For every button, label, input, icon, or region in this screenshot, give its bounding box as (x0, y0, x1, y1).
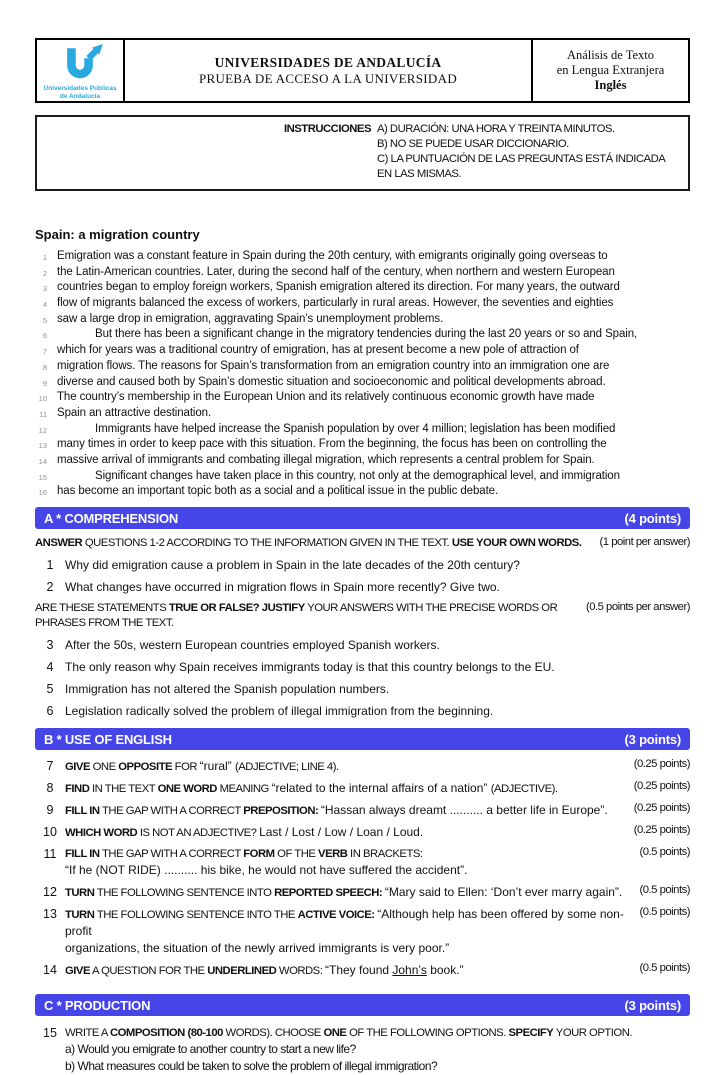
line-text: But there has been a significant change in the migratory tendencies during the last 20 years or so and Spain, (95, 328, 638, 341)
line-number: 7 (42, 347, 47, 357)
line-text: which for years was a traditional country of emigration, has at present become a new pole of attraction of (57, 344, 579, 357)
section-a-instruction-1 (35, 536, 690, 551)
instructions-box (35, 115, 690, 191)
section-a-points: (4 points) (624, 510, 681, 526)
line-text: massive arrival of immigrants and combating illegal migration, which represents a central problem for Spain. (57, 453, 595, 466)
instructions-items (377, 122, 680, 182)
question-text: Immigration has not altered the Spanish population numbers. (65, 682, 390, 696)
line-text: Immigrants have helped increase the Spanish population by over 4 million; legislation has been modified (95, 422, 616, 435)
question-row (35, 703, 690, 719)
question-number: 12 (43, 885, 57, 899)
points-label: (0.5 points) (639, 846, 690, 858)
line-text: Spain an attractive destination. (57, 406, 212, 419)
instruction-text: ARE THESE STATEMENTS TRUE OR FALSE? JUSTIFY YOUR ANSWERS WITH THE PRECISE WORDS OR PHRASES FROM THE TEXT. (35, 602, 558, 629)
reading-line (35, 280, 690, 296)
question-number: 8 (46, 781, 54, 795)
question-text: TURN THE FOLLOWING SENTENCE INTO REPORTED SPEECH: “Mary said to Ellen: ‘Don’t ever marry again”. (65, 885, 623, 899)
points-label: (1 point per answer) (599, 536, 690, 548)
section-c-points: (3 points) (624, 997, 681, 1013)
points-label: (0.5 points per answer) (585, 601, 690, 613)
line-number: 3 (42, 284, 47, 294)
reading-line (35, 406, 690, 422)
question-row (35, 906, 690, 957)
section-c-title: C * PRODUCTION (44, 997, 151, 1013)
line-number: 11 (39, 409, 47, 419)
reading-title: Spain: a migration country (35, 227, 200, 242)
reading-line (35, 437, 690, 453)
question-row (35, 824, 690, 841)
line-number: 8 (42, 362, 47, 372)
reading-line (35, 469, 690, 485)
line-text: diverse and caused both by Spain’s domestic situation and socioeconomic and political developments abroad. (57, 375, 606, 388)
points-label: (0.5 points) (639, 906, 690, 918)
reading-line (35, 265, 690, 281)
question-text: FIND IN THE TEXT ONE WORD MEANING “related to the internal affairs of a nation” (ADJECTIVE). (65, 781, 558, 795)
instruction-item: C) LA PUNTUACIÓN DE LAS PREGUNTAS ESTÁ INDICADA EN LAS MISMAS. (377, 153, 665, 180)
question-number: 2 (46, 580, 54, 594)
question-text: After the 50s, western European countries employed Spanish workers. (65, 638, 440, 652)
line-number: 16 (38, 488, 47, 498)
question-number: 3 (46, 638, 54, 652)
subject-line1: Análisis de Texto (566, 48, 655, 62)
question-row (35, 659, 690, 675)
section-b-header (35, 728, 690, 750)
question-number: 15 (43, 1026, 57, 1040)
line-text: Emigration was a constant feature in Spain during the 20th century, with emigrants originally going overseas to (57, 250, 608, 262)
line-number: 10 (38, 394, 47, 404)
line-number: 6 (42, 331, 47, 341)
question-number: 13 (43, 907, 57, 921)
question-text: What changes have occurred in migration flows in Spain more recently? Give two. (65, 580, 500, 594)
reading-line (35, 249, 690, 265)
instruction-item: B) NO SE PUEDE USAR DICCIONARIO. (377, 138, 569, 150)
question-number: 5 (46, 682, 54, 696)
question-text: GIVE A QUESTION FOR THE UNDERLINED WORDS: “They found John’s book.” (65, 963, 464, 977)
question-row (35, 846, 690, 879)
line-number: 15 (38, 472, 47, 482)
points-label: (0.5 points) (639, 962, 690, 974)
line-text: The country’s membership in the European Union and its relatively continuous economic growth have made (57, 391, 595, 404)
reading-line (35, 359, 690, 375)
question-number: 9 (46, 803, 54, 817)
question-row (35, 780, 690, 797)
line-text: the Latin-American countries. Later, during the second half of the century, when northern and western European (57, 265, 615, 278)
reading-line (35, 390, 690, 406)
instructions-label: INSTRUCCIONES (283, 123, 371, 135)
question-row (35, 557, 690, 573)
question-text: GIVE ONE OPPOSITE FOR “rural” (ADJECTIVE; LINE 4). (65, 759, 339, 773)
section-b-points: (3 points) (624, 731, 681, 747)
reading-line (35, 375, 690, 391)
question-row (35, 884, 690, 901)
question-row (35, 579, 690, 595)
question-number: 14 (43, 963, 57, 977)
question-text: FILL IN THE GAP WITH A CORRECT PREPOSITION: “Hassan always dreamt .......... a better life in Europe”. (65, 803, 608, 817)
header-box (35, 38, 690, 103)
section-a-instruction-2 (35, 601, 690, 631)
section-c-header (35, 994, 690, 1016)
question-number: 7 (46, 759, 54, 773)
question-number: 11 (43, 847, 57, 861)
question-row (35, 802, 690, 819)
reading-line (35, 453, 690, 469)
university-title: UNIVERSIDADES DE ANDALUCÍA (214, 54, 442, 70)
logo-cell (37, 40, 125, 101)
section-b-title: B * USE OF ENGLISH (44, 731, 172, 747)
logo-caption-line1: Universidades Públicas (43, 85, 117, 92)
line-number: 4 (42, 300, 47, 310)
line-text: countries began to employ foreign workers, Spanish emigration altered its direction. For many years, the outward (57, 281, 620, 294)
question-text: TURN THE FOLLOWING SENTENCE INTO THE ACTIVE VOICE: “Although help has been offered by some non-profit organizations, the situation of the newly arrived immigrants is very poor.” (65, 907, 624, 955)
line-number: 9 (42, 378, 47, 388)
line-text: saw a large drop in emigration, aggravating Spain’s unemployment problems. (57, 312, 444, 325)
reading-line (35, 484, 690, 500)
question-text: Legislation radically solved the problem of illegal immigration from the beginning. (65, 704, 494, 718)
question-number: 6 (46, 704, 54, 718)
line-number: 12 (38, 425, 47, 435)
question-row (35, 962, 690, 979)
points-label: (0.25 points) (633, 780, 690, 792)
instruction-text: ANSWER QUESTIONS 1-2 ACCORDING TO THE INFORMATION GIVEN IN THE TEXT. USE YOUR OWN WORDS. (35, 537, 582, 549)
logo-caption-line2: de Andalucía (59, 92, 101, 100)
subject-cell (531, 40, 688, 101)
points-label: (0.25 points) (633, 758, 690, 770)
composition-option-b: b) What measures could be taken to solve the problem of illegal immigration? (65, 1059, 438, 1073)
question-row (35, 1025, 690, 1075)
reading-line (35, 343, 690, 359)
reading-text (35, 249, 690, 500)
line-text: migration flows. The reasons for Spain’s transformation from an emigration country into an immigration one are (57, 359, 610, 372)
points-label: (0.5 points) (639, 884, 690, 896)
subject-language: Inglés (594, 78, 627, 92)
points-label: (0.25 points) (633, 802, 690, 814)
question-row (35, 637, 690, 653)
question-row (35, 681, 690, 697)
reading-line (35, 327, 690, 343)
question-text: WRITE A COMPOSITION (80-100 WORDS). CHOOSE ONE OF THE FOLLOWING OPTIONS. SPECIFY YOUR OPTION. a) Would you emigrate to another country to start a new life? b) What measures could be taken to solve the problem of illegal immigration? (65, 1025, 690, 1075)
section-a-header (35, 507, 690, 529)
universidades-andalucia-logo-icon (57, 44, 103, 84)
reading-line (35, 296, 690, 312)
line-number: 2 (42, 268, 47, 278)
composition-option-a: a) Would you emigrate to another country to start a new life? (65, 1042, 356, 1056)
line-number: 1 (42, 253, 47, 262)
question-text: WHICH WORD IS NOT AN ADJECTIVE? Last / Lost / Low / Loan / Loud. (65, 825, 424, 839)
question-text: The only reason why Spain receives immigrants today is that this country belongs to the EU. (65, 660, 555, 674)
question-number: 1 (46, 558, 54, 572)
question-number: 4 (46, 660, 54, 674)
points-label: (0.25 points) (633, 824, 690, 836)
reading-line (35, 312, 690, 328)
instruction-item: A) DURACIÓN: UNA HORA Y TREINTA MINUTOS. (377, 123, 615, 135)
question-number: 10 (43, 825, 57, 839)
line-text: has become an important topic both as a social and a political issue in the public debate. (57, 485, 499, 498)
line-number: 14 (38, 456, 47, 466)
question-text: FILL IN THE GAP WITH A CORRECT FORM OF THE VERB IN BRACKETS: “If he (NOT RIDE) .......... his bike, he would not have suffered the accident”. (65, 848, 468, 877)
line-number: 13 (38, 441, 47, 451)
subject-line2: en Lengua Extranjera (556, 63, 665, 77)
line-text: many times in order to keep pace with this situation. From the beginning, the focus has been on controlling the (57, 438, 607, 451)
line-text: flow of migrants balanced the excess of workers, particularly in rural areas. However, the seventies and eighties (57, 297, 614, 310)
line-text: Significant changes have taken place in this country, not only at the demographical level, and immigration (95, 469, 620, 482)
question-row (35, 758, 690, 775)
exam-title: PRUEBA DE ACCESO A LA UNIVERSIDAD (198, 70, 458, 86)
question-text: Why did emigration cause a problem in Spain in the late decades of the 20th century? (65, 558, 520, 572)
line-number: 5 (42, 315, 47, 325)
logo-caption (44, 85, 117, 100)
header-title-cell (125, 40, 531, 101)
reading-line (35, 422, 690, 438)
section-a-title: A * COMPREHENSION (44, 510, 179, 526)
